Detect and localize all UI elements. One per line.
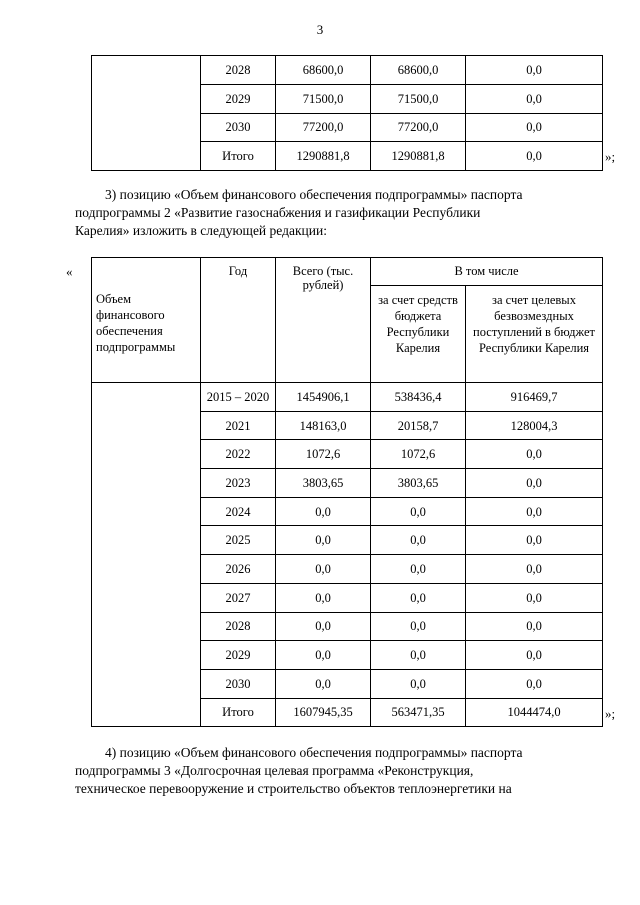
- budget-cell: 0,0: [371, 669, 466, 698]
- total-cell: 0,0: [276, 526, 371, 555]
- header-year: Год: [201, 258, 276, 383]
- total-cell: 71500,0: [276, 84, 371, 113]
- year-cell: Итого: [201, 142, 276, 171]
- paragraph-line: 3) позицию «Объем финансового обеспечения подпрограммы» паспорта: [105, 187, 523, 202]
- year-cell: 2026: [201, 555, 276, 584]
- targeted-cell: 1044474,0: [466, 698, 603, 727]
- label-cell-empty: [92, 56, 201, 171]
- budget-cell: 0,0: [371, 555, 466, 584]
- budget-cell: 77200,0: [371, 113, 466, 142]
- targeted-cell: 0,0: [466, 142, 603, 171]
- total-cell: 1072,6: [276, 440, 371, 469]
- targeted-cell: 0,0: [466, 440, 603, 469]
- year-cell: 2027: [201, 583, 276, 612]
- total-cell: 0,0: [276, 612, 371, 641]
- budget-cell: 0,0: [371, 612, 466, 641]
- total-cell: 0,0: [276, 497, 371, 526]
- paragraph-3: [75, 186, 587, 240]
- budget-cell: 1290881,8: [371, 142, 466, 171]
- year-cell: 2015 – 2020: [201, 383, 276, 412]
- paragraph-line: 4) позицию «Объем финансового обеспечения подпрограммы» паспорта: [105, 745, 523, 760]
- total-cell: 0,0: [276, 555, 371, 584]
- page-number: 3: [316, 22, 324, 37]
- paragraph-line: техническое перевооружение и строительство объектов теплоэнергетики на: [75, 781, 512, 796]
- total-cell: 0,0: [276, 641, 371, 670]
- budget-cell: 0,0: [371, 497, 466, 526]
- total-cell: 3803,65: [276, 469, 371, 498]
- total-cell: 0,0: [276, 669, 371, 698]
- budget-cell: 20158,7: [371, 411, 466, 440]
- total-cell: 1607945,35: [276, 698, 371, 727]
- header-including: В том числе: [371, 258, 603, 286]
- budget-cell: 0,0: [371, 526, 466, 555]
- total-cell: 77200,0: [276, 113, 371, 142]
- financing-table-continuation: [91, 55, 603, 171]
- total-cell: 148163,0: [276, 411, 371, 440]
- year-cell: 2023: [201, 469, 276, 498]
- label-cell-empty: [92, 383, 201, 727]
- targeted-cell: 0,0: [466, 497, 603, 526]
- targeted-cell: 0,0: [466, 669, 603, 698]
- budget-cell: 68600,0: [371, 56, 466, 85]
- year-cell: 2030: [201, 113, 276, 142]
- year-cell: Итого: [201, 698, 276, 727]
- paragraph-4: [75, 744, 587, 798]
- total-cell: 1454906,1: [276, 383, 371, 412]
- year-cell: 2029: [201, 641, 276, 670]
- targeted-cell: 0,0: [466, 526, 603, 555]
- year-cell: 2028: [201, 56, 276, 85]
- header-budget: за счет средств бюджета Республики Карелия: [371, 286, 466, 383]
- year-cell: 2022: [201, 440, 276, 469]
- targeted-cell: 0,0: [466, 84, 603, 113]
- budget-cell: 71500,0: [371, 84, 466, 113]
- header-total: Всего (тыс. рублей): [276, 258, 371, 383]
- targeted-cell: 0,0: [466, 56, 603, 85]
- year-cell: 2024: [201, 497, 276, 526]
- targeted-cell: 0,0: [466, 469, 603, 498]
- closing-quote: »;: [605, 149, 616, 164]
- targeted-cell: 0,0: [466, 113, 603, 142]
- budget-cell: 538436,4: [371, 383, 466, 412]
- year-cell: 2030: [201, 669, 276, 698]
- year-cell: 2029: [201, 84, 276, 113]
- year-cell: 2021: [201, 411, 276, 440]
- opening-quote: «: [66, 264, 73, 279]
- targeted-cell: 0,0: [466, 641, 603, 670]
- budget-cell: 1072,6: [371, 440, 466, 469]
- total-cell: 0,0: [276, 583, 371, 612]
- targeted-cell: 0,0: [466, 555, 603, 584]
- total-cell: 68600,0: [276, 56, 371, 85]
- total-cell: 1290881,8: [276, 142, 371, 171]
- year-cell: 2028: [201, 612, 276, 641]
- closing-quote: »;: [605, 706, 616, 721]
- label-cell: Объем финансового обеспечения подпрограммы: [92, 258, 201, 383]
- header-targeted: за счет целевых безвозмездных поступлений в бюджет Республики Карелия: [466, 286, 603, 383]
- table-row: [92, 56, 603, 85]
- targeted-cell: 0,0: [466, 583, 603, 612]
- paragraph-line: Карелия» изложить в следующей редакции:: [75, 223, 327, 238]
- targeted-cell: 0,0: [466, 612, 603, 641]
- budget-cell: 0,0: [371, 641, 466, 670]
- targeted-cell: 916469,7: [466, 383, 603, 412]
- year-cell: 2025: [201, 526, 276, 555]
- budget-cell: 3803,65: [371, 469, 466, 498]
- financing-table: [91, 257, 603, 727]
- budget-cell: 0,0: [371, 583, 466, 612]
- targeted-cell: 128004,3: [466, 411, 603, 440]
- budget-cell: 563471,35: [371, 698, 466, 727]
- paragraph-line: подпрограммы 3 «Долгосрочная целевая программа «Реконструкция,: [75, 763, 474, 778]
- paragraph-line: подпрограммы 2 «Развитие газоснабжения и газификации Республики: [75, 205, 481, 220]
- table-row: [92, 383, 603, 412]
